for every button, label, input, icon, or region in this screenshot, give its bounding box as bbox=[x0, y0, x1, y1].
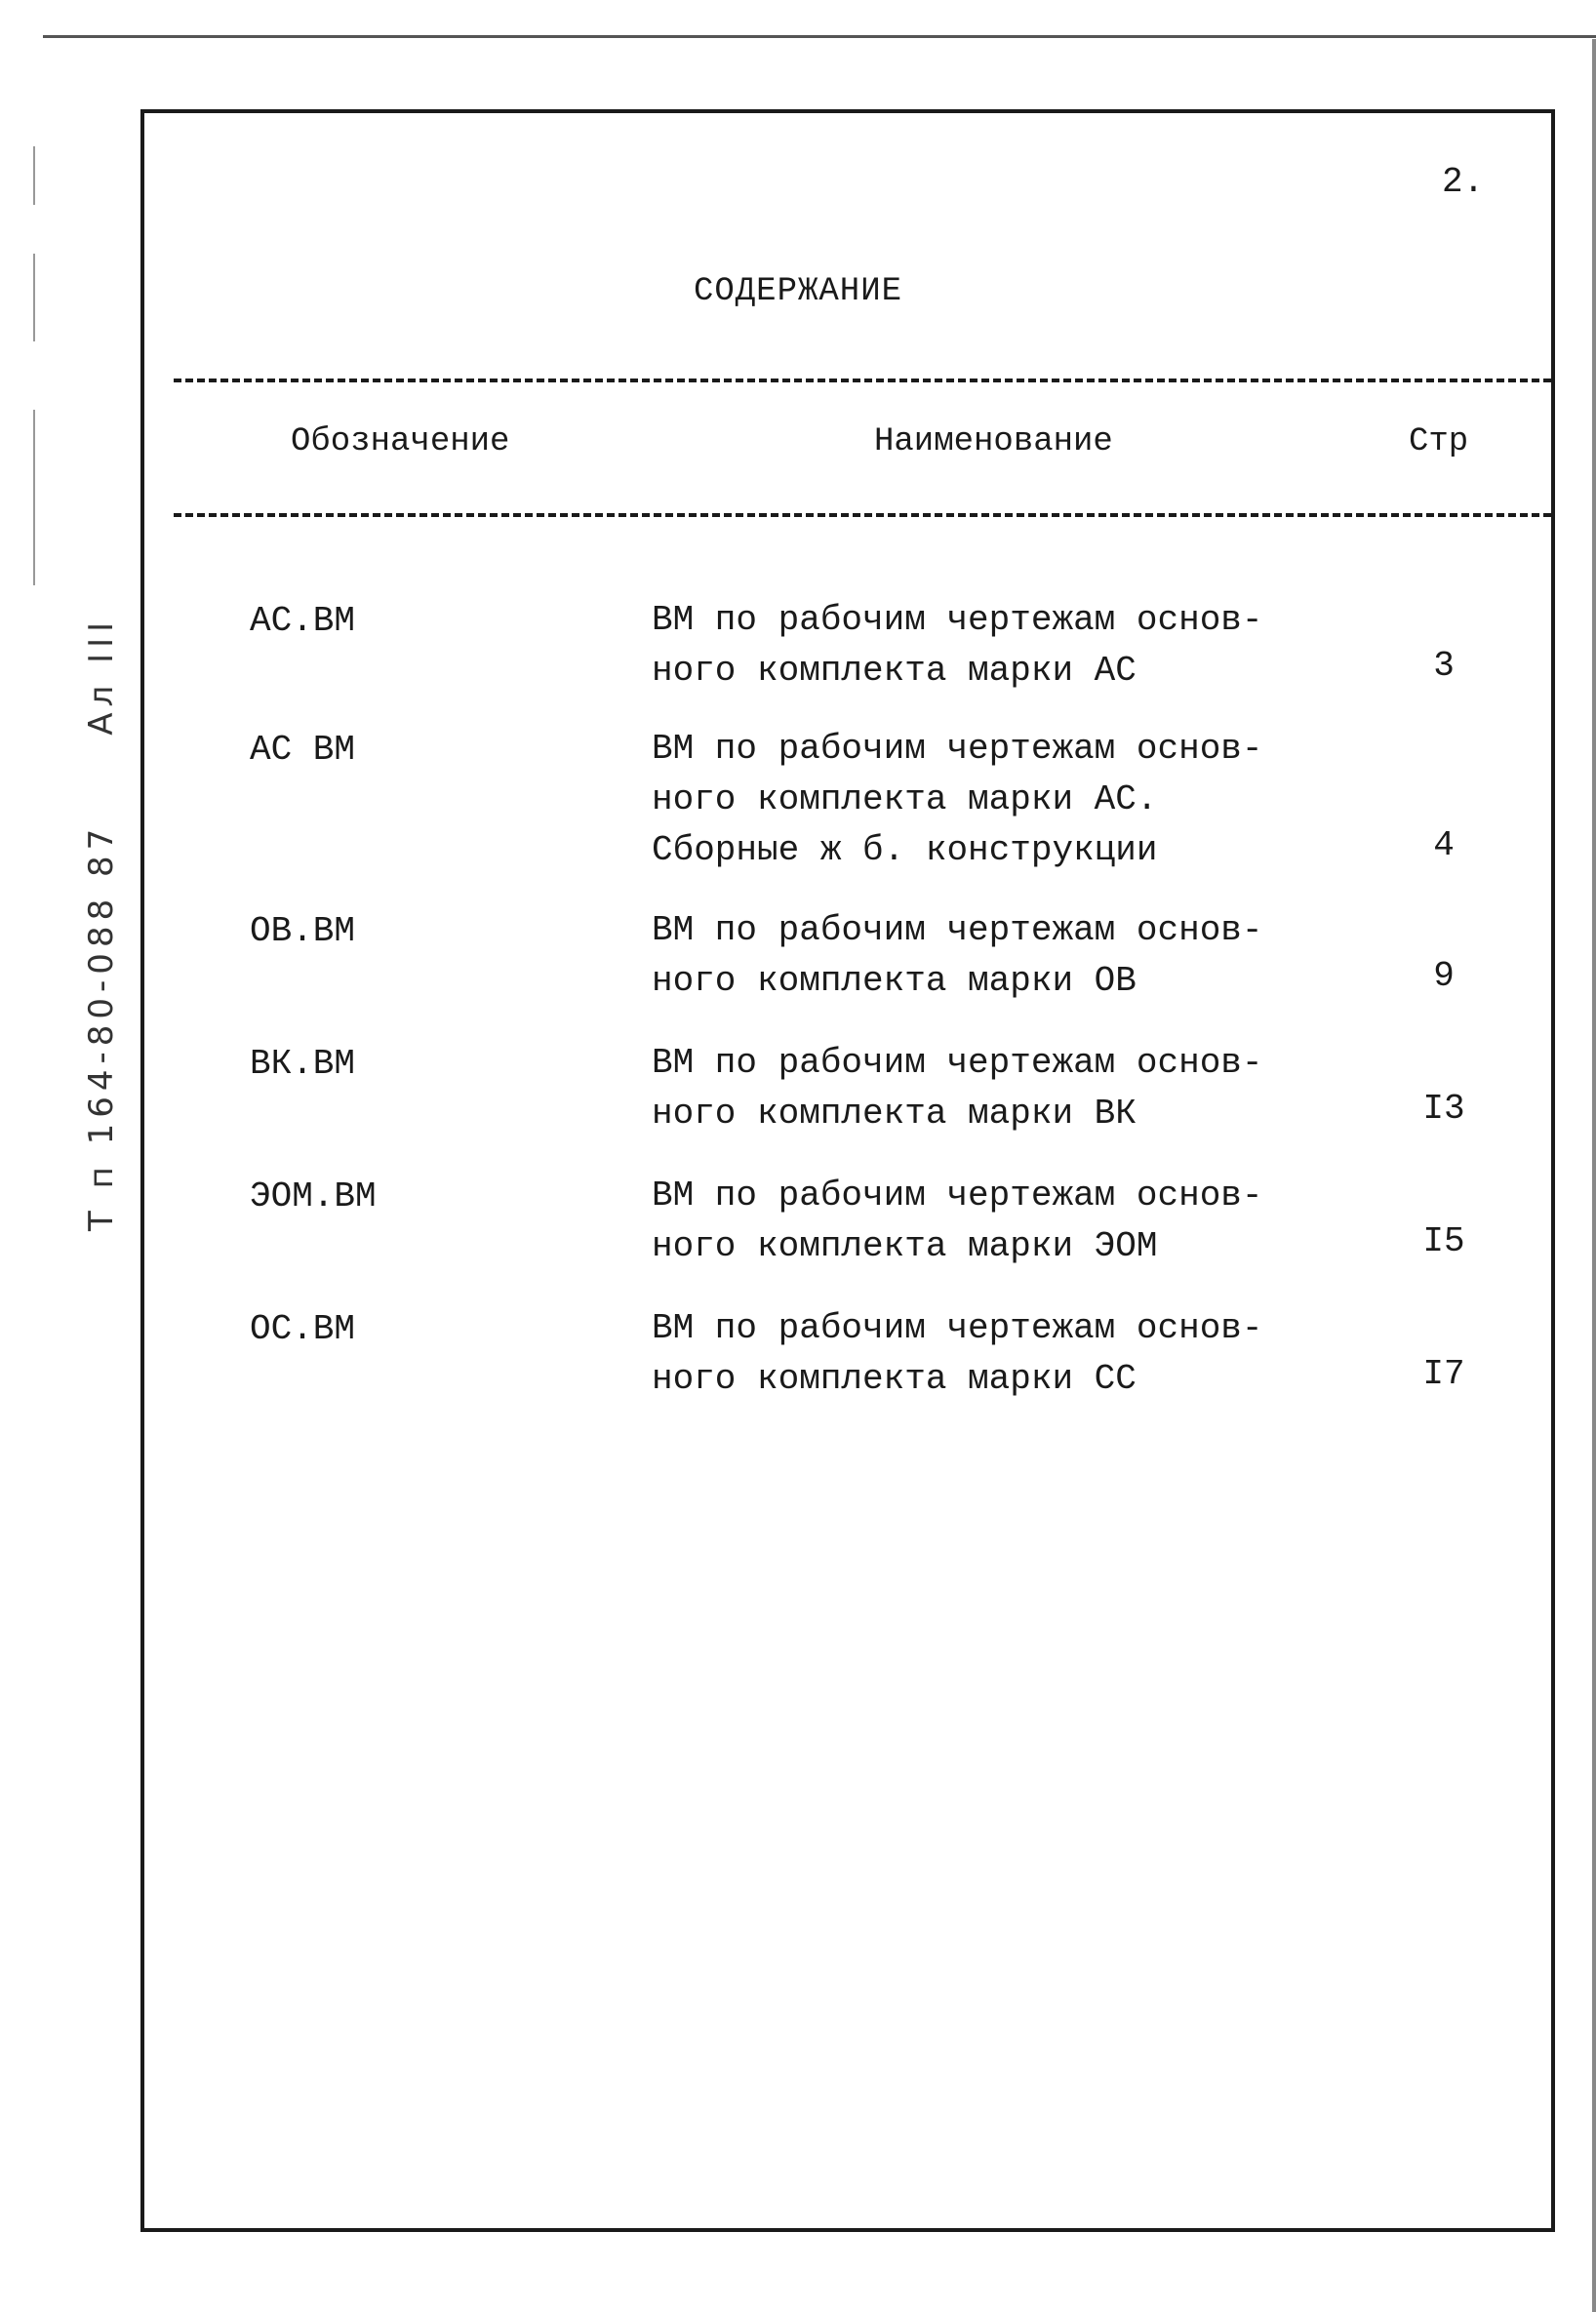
side-stamp-doc: Т п 164-80-088 87 bbox=[82, 822, 121, 1231]
page-right-edge bbox=[1592, 39, 1596, 2312]
row-name bbox=[652, 905, 1263, 1007]
row-name-line: ного комплекта марки ВК bbox=[652, 1094, 1137, 1134]
row-code: АС ВМ bbox=[250, 730, 356, 770]
row-name bbox=[652, 595, 1263, 697]
row-page: I3 bbox=[1422, 1089, 1465, 1129]
row-name-line: ВМ по рабочим чертежам основ- bbox=[652, 1176, 1263, 1216]
side-stamp-album: Ал III bbox=[82, 616, 121, 736]
scan-mark bbox=[33, 410, 35, 585]
row-name-line: ного комплекта марки СС bbox=[652, 1359, 1137, 1399]
row-name-line: ного комплекта марки АС bbox=[652, 651, 1137, 691]
row-name bbox=[652, 724, 1263, 876]
row-name-line: ВМ по рабочим чертежам основ- bbox=[652, 600, 1263, 640]
row-page: 4 bbox=[1433, 825, 1455, 865]
header-bottom-rule bbox=[174, 513, 1551, 517]
row-page: 3 bbox=[1433, 646, 1455, 686]
row-name-line: ного комплекта марки ЭОМ bbox=[652, 1226, 1158, 1266]
row-name-line: ного комплекта марки ОВ bbox=[652, 961, 1137, 1001]
side-stamp bbox=[82, 617, 121, 1231]
row-name-line: ВМ по рабочим чертежам основ- bbox=[652, 729, 1263, 769]
page-title: СОДЕРЖАНИЕ bbox=[693, 273, 903, 310]
row-name-line: ВМ по рабочим чертежам основ- bbox=[652, 1308, 1263, 1348]
column-header-code: Обозначение bbox=[291, 423, 510, 460]
row-name bbox=[652, 1171, 1263, 1272]
scan-mark bbox=[33, 146, 35, 205]
column-header-name: Наименование bbox=[874, 423, 1113, 460]
row-name-line: ВМ по рабочим чертежам основ- bbox=[652, 1043, 1263, 1083]
row-code: ОВ.ВМ bbox=[250, 911, 356, 951]
row-name-line: ного комплекта марки АС. bbox=[652, 779, 1158, 819]
row-name bbox=[652, 1303, 1263, 1405]
row-page: I7 bbox=[1422, 1354, 1465, 1394]
column-header-page: Стр bbox=[1409, 423, 1469, 460]
row-page: 9 bbox=[1433, 956, 1455, 996]
row-name bbox=[652, 1038, 1263, 1139]
row-code: ЭОМ.ВМ bbox=[250, 1176, 377, 1216]
row-name-line: Сборные ж б. конструкции bbox=[652, 830, 1158, 870]
row-code: ОС.ВМ bbox=[250, 1309, 356, 1349]
row-page: I5 bbox=[1422, 1221, 1465, 1261]
row-code: ВК.ВМ bbox=[250, 1044, 356, 1084]
header-top-rule bbox=[174, 379, 1551, 382]
row-code: АС.ВМ bbox=[250, 601, 356, 641]
top-rule bbox=[43, 35, 1596, 38]
page-number: 2. bbox=[1442, 162, 1485, 202]
row-name-line: ВМ по рабочим чертежам основ- bbox=[652, 910, 1263, 950]
